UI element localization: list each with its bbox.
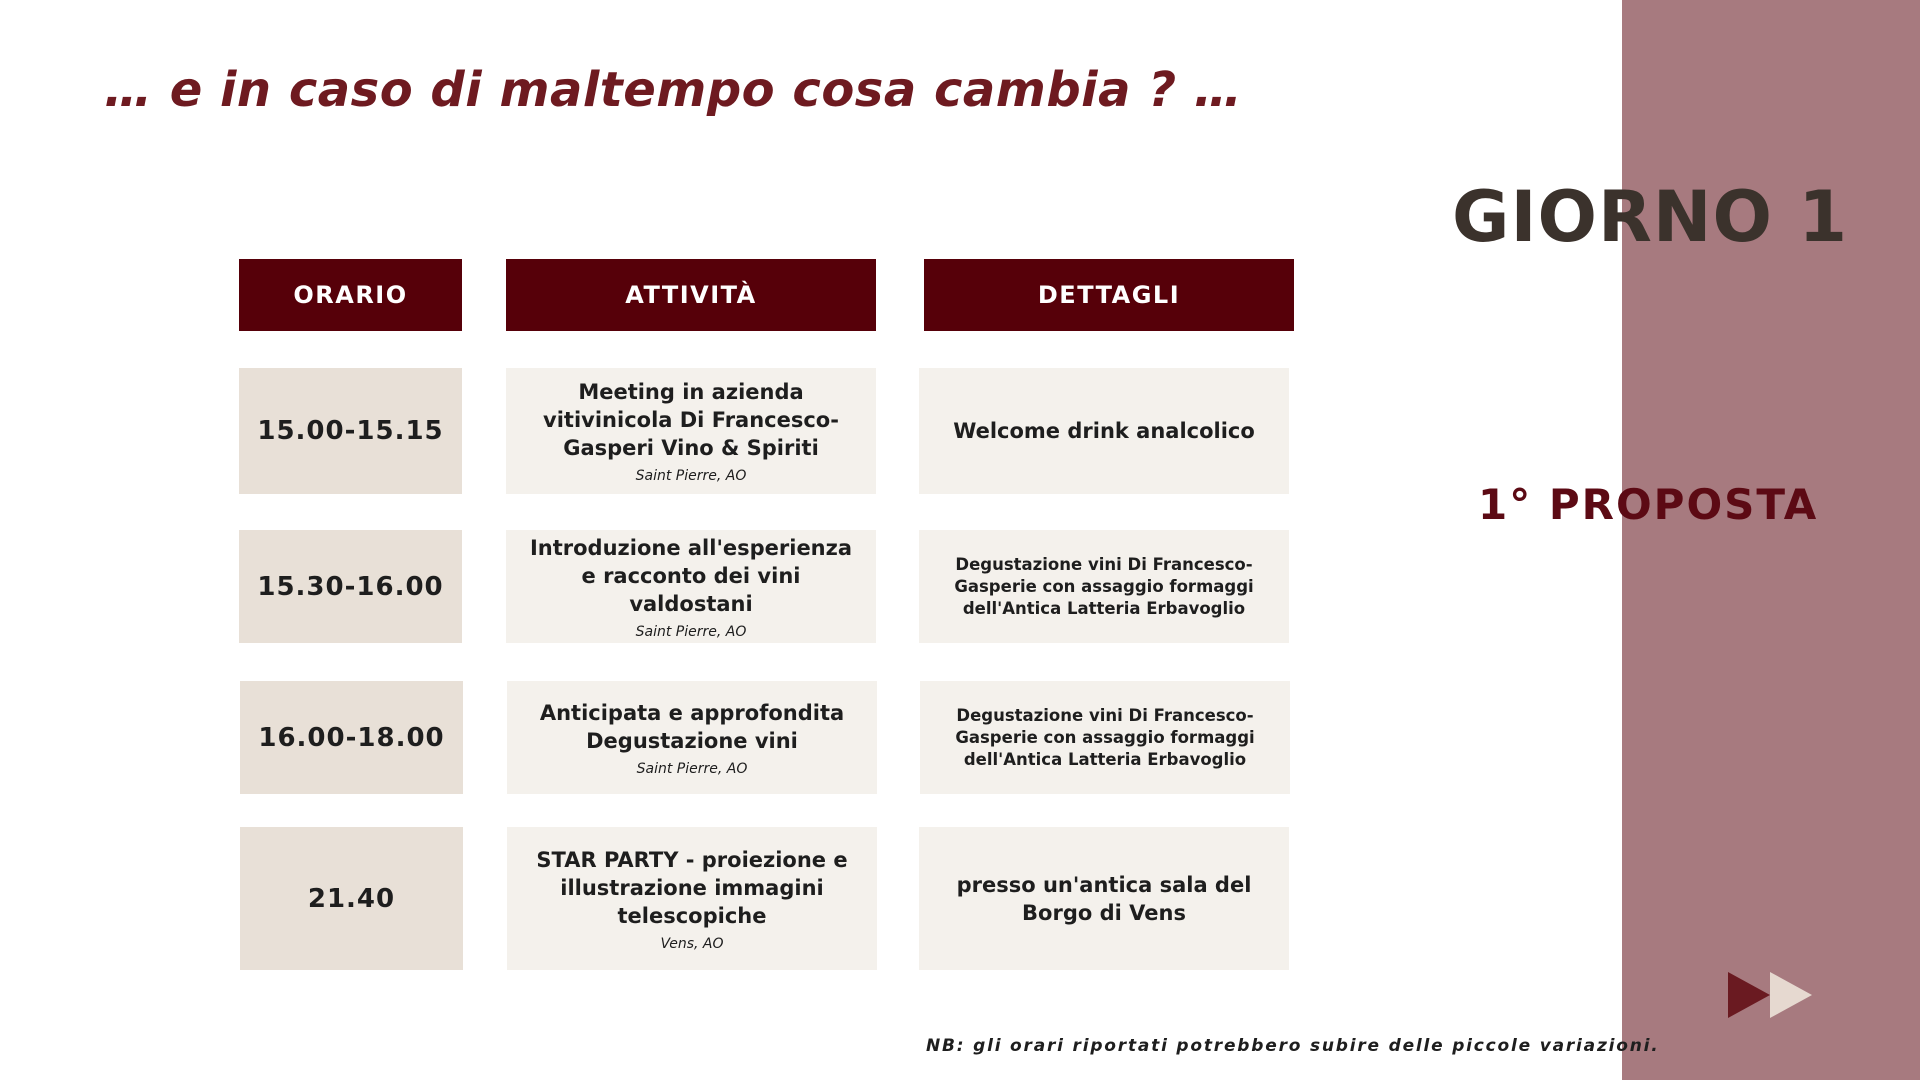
page-title: … e in caso di maltempo cosa cambia ? … [104,62,1243,118]
time-cell [240,827,463,970]
activity-title: Introduzione all'esperienza e racconto dei vini valdostani [529,535,853,616]
time-text: 15.30-16.00 [257,571,444,602]
activity-cell [506,530,876,643]
activity-cell [507,681,877,794]
details-cell [920,681,1290,794]
activity-cell [507,827,877,970]
details-text: Degustazione vini Di Francesco-Gasperie con assaggio formaggi dell'Antica Latteria Erbavoglio [954,554,1254,618]
activity-cell [506,368,876,494]
details-text: Welcome drink analcolico [953,419,1255,443]
time-cell [240,681,463,794]
time-text: 15.00-15.15 [257,416,444,446]
header-time: ORARIO [239,259,462,331]
activity-title: STAR PARTY - proiezione e illustrazione immagini telescopiche [536,847,848,928]
activity-title: Meeting in azienda vitivinicola Di Francesco-Gasperi Vino & Spiriti [543,380,839,460]
time-text: 21.40 [307,883,396,914]
footnote: NB: gli orari riportati potrebbero subire delle piccole variazioni. [926,1036,1660,1056]
details-cell [919,530,1289,643]
time-cell [239,530,462,643]
activity-location: Saint Pierre, AO [635,623,747,640]
activity-location: Saint Pierre, AO [635,468,747,484]
time-text: 16.00-18.00 [258,722,445,753]
activity-location: Saint Pierre, AO [636,760,748,777]
fast-forward-icon[interactable] [1728,970,1814,1020]
details-text: Degustazione vini Di Francesco-Gasperie con assaggio formaggi dell'Antica Latteria Erbavoglio [955,705,1255,769]
side-band [1622,0,1920,1080]
details-cell [919,368,1289,494]
activity-title: Anticipata e approfondita Degustazione vini [539,700,845,753]
proposal-label: 1° PROPOSTA [1478,480,1819,529]
time-cell [239,368,462,494]
header-details: DETTAGLI [924,259,1294,331]
header-activity: ATTIVITÀ [506,259,876,331]
details-cell [919,827,1289,970]
details-text: presso un'antica sala del Borgo di Vens [956,872,1252,925]
activity-location: Vens, AO [660,935,724,952]
day-label: GIORNO 1 [1452,176,1849,258]
